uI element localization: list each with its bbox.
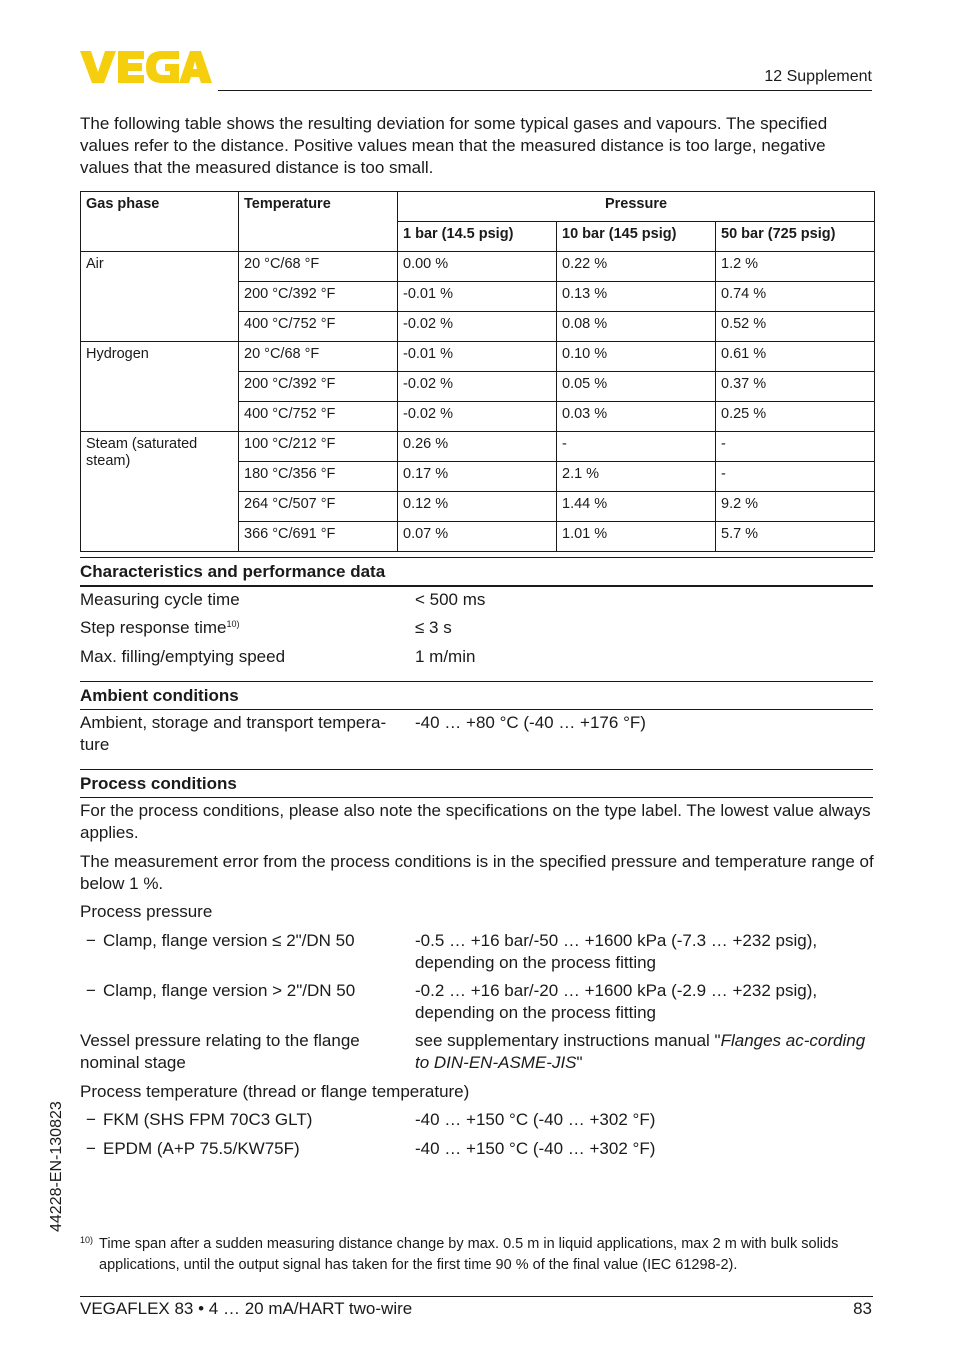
vega-logo: [80, 50, 212, 84]
process-pressure-heading: Process pressure: [80, 902, 213, 921]
spec-label: − Clamp, flange version > 2"/DN 50: [86, 980, 406, 1002]
value-cell: 1.01 %: [557, 522, 716, 552]
value-cell: 0.22 %: [557, 252, 716, 282]
intro-paragraph: The following table shows the resulting deviation for some typical gases and vapours. The specified values refer to the distance. Positive values mean that the measured distance is too large, negative values that the measured distance is too small.: [80, 114, 828, 177]
value-cell: 0.08 %: [557, 312, 716, 342]
value-cell: -0.02 %: [398, 372, 557, 402]
process-paragraph: For the process conditions, please also note the specifications on the type label. The lowest value always applies.: [80, 801, 871, 842]
value-cell: 0.05 %: [557, 372, 716, 402]
section-rule: [80, 557, 873, 558]
value-cell: 0.37 %: [716, 372, 875, 402]
section-rule: [80, 585, 873, 587]
temp-cell: 264 °C/507 °F: [239, 492, 398, 522]
temp-cell: 20 °C/68 °F: [239, 342, 398, 372]
temp-cell: 200 °C/392 °F: [239, 282, 398, 312]
value-cell: 0.17 %: [398, 462, 557, 492]
spec-label: Ambient, storage and transport tempera-ture: [80, 713, 387, 754]
value-cell: -: [557, 432, 716, 462]
spec-value: < 500 ms: [415, 590, 486, 609]
col-header-temperature: Temperature: [239, 192, 398, 252]
temp-cell: 200 °C/392 °F: [239, 372, 398, 402]
value-cell: -0.02 %: [398, 402, 557, 432]
gas-deviation-table: [80, 191, 875, 552]
value-cell: 0.25 %: [716, 402, 875, 432]
value-cell: -0.02 %: [398, 312, 557, 342]
footer-rule: [80, 1296, 873, 1297]
table-row: [81, 342, 875, 372]
spec-label: − FKM (SHS FPM 70C3 GLT): [86, 1109, 406, 1131]
value-cell: 5.7 %: [716, 522, 875, 552]
spec-value: -40 … +150 °C (-40 … +302 °F): [415, 1110, 656, 1129]
footer-document-title: VEGAFLEX 83 • 4 … 20 mA/HART two-wire: [80, 1299, 413, 1318]
col-header-50bar: 50 bar (725 psig): [716, 222, 875, 252]
table-row: [81, 252, 875, 282]
temp-cell: 400 °C/752 °F: [239, 312, 398, 342]
value-cell: 0.52 %: [716, 312, 875, 342]
col-header-gas-phase: Gas phase: [81, 192, 239, 252]
value-cell: 2.1 %: [557, 462, 716, 492]
gas-cell: Steam (saturated steam): [81, 432, 239, 552]
header-section-title: 12 Supplement: [764, 68, 872, 85]
value-cell: 0.26 %: [398, 432, 557, 462]
temp-cell: 400 °C/752 °F: [239, 402, 398, 432]
process-temp-heading: Process temperature (thread or flange temperature): [80, 1082, 470, 1101]
section-rule: [80, 681, 873, 682]
value-cell: -: [716, 462, 875, 492]
gas-cell: Hydrogen: [81, 342, 239, 432]
footnote-mark: 10): [80, 1235, 94, 1245]
spec-value: -40 … +80 °C (-40 … +176 °F): [415, 713, 646, 732]
section-rule: [80, 797, 873, 798]
value-cell: 1.2 %: [716, 252, 875, 282]
process-title: Process conditions: [80, 774, 237, 793]
ambient-title: Ambient conditions: [80, 686, 239, 705]
value-cell: 0.12 %: [398, 492, 557, 522]
temp-cell: 180 °C/356 °F: [239, 462, 398, 492]
value-cell: 0.00 %: [398, 252, 557, 282]
col-header-pressure: Pressure: [398, 192, 875, 222]
spec-label: Measuring cycle time: [80, 590, 240, 609]
spec-label: Step response time$^{10)}$: [80, 618, 240, 637]
value-cell: -: [716, 432, 875, 462]
value-cell: 0.10 %: [557, 342, 716, 372]
footnote-text: Time span after a sudden measuring distance change by max. 0.5 m in liquid applications, max 2 m with bulk solids applications, until the output signal has taken for the first time 90 % of the final value (IEC 61298-2).: [99, 1236, 839, 1273]
value-cell: -0.01 %: [398, 282, 557, 312]
value-cell: 0.61 %: [716, 342, 875, 372]
value-cell: 0.13 %: [557, 282, 716, 312]
section-rule: [80, 769, 873, 770]
spec-value: -0.2 … +16 bar/-20 … +1600 kPa (-2.9 … +232 psig), depending on the process fitting: [415, 981, 818, 1022]
spec-value: 1 m/min: [415, 647, 476, 666]
value-cell: 0.03 %: [557, 402, 716, 432]
value-cell: 0.74 %: [716, 282, 875, 312]
process-paragraph: The measurement error from the process conditions is in the specified pressure and temperature range of below 1 %.: [80, 852, 874, 893]
value-cell: -0.01 %: [398, 342, 557, 372]
table-row: [81, 432, 875, 462]
spec-value: -0.5 … +16 bar/-50 … +1600 kPa (-7.3 … +232 psig), depending on the process fitting: [415, 931, 818, 972]
gas-cell: Air: [81, 252, 239, 342]
spec-label: Max. filling/emptying speed: [80, 647, 286, 666]
footnote-ref: 10): [226, 619, 240, 629]
header-rule: [218, 90, 872, 91]
spec-value: -40 … +150 °C (-40 … +302 °F): [415, 1139, 656, 1158]
section-rule: [80, 709, 873, 710]
value-cell: 0.07 %: [398, 522, 557, 552]
value-cell: 9.2 %: [716, 492, 875, 522]
temp-cell: 100 °C/212 °F: [239, 432, 398, 462]
spec-label: − EPDM (A+P 75.5/KW75F): [86, 1138, 406, 1160]
spec-value: see supplementary instructions manual "Flanges ac-cording to DIN-EN-ASME-JIS": [415, 1031, 866, 1072]
manual-title: Flanges ac-cording to DIN-EN-ASME-JIS: [415, 1031, 866, 1072]
value-cell: 1.44 %: [557, 492, 716, 522]
spec-label: Vessel pressure relating to the flange nominal stage: [80, 1031, 360, 1072]
document-code: 44228-EN-130823: [48, 1101, 65, 1232]
col-header-1bar: 1 bar (14.5 psig): [398, 222, 557, 252]
characteristics-title: Characteristics and performance data: [80, 562, 386, 581]
page-number: 83: [853, 1299, 872, 1318]
col-header-10bar: 10 bar (145 psig): [557, 222, 716, 252]
temp-cell: 20 °C/68 °F: [239, 252, 398, 282]
spec-label: − Clamp, flange version ≤ 2"/DN 50: [86, 930, 406, 952]
temp-cell: 366 °C/691 °F: [239, 522, 398, 552]
spec-value: ≤ 3 s: [415, 618, 452, 637]
